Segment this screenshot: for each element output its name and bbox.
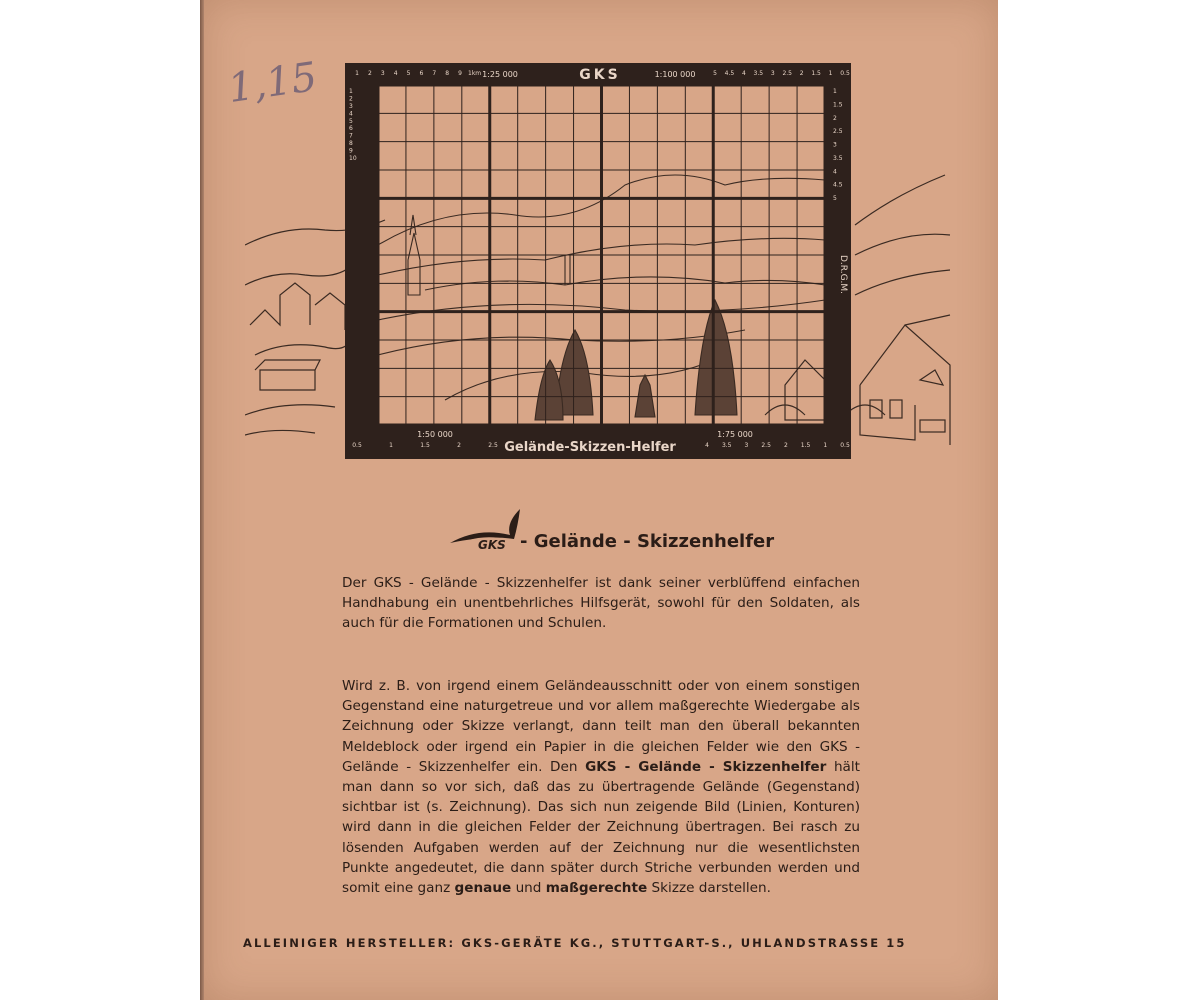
ruler-right-tick: 1.5 (833, 101, 843, 109)
ruler-top-left-tick: 7 (432, 70, 437, 77)
ruler-bottom-left-tick: 2.5 (488, 442, 498, 449)
ruler-bottom-left-tick: 1.5 (420, 442, 430, 449)
ruler-top-right-tick: 3.5 (753, 70, 764, 77)
instructions-text-4: Skizze darstellen. (647, 880, 771, 897)
ruler-top-right-tick: 1.5 (811, 70, 821, 77)
instructions-paragraph (342, 676, 860, 898)
scale-top-right: 1:100 000 (654, 70, 696, 79)
ruler-top-left-tick: 9 (458, 70, 462, 77)
instructions-bold-3: maßgerechte (545, 880, 648, 897)
page-title: - Gelände - Skizzenhelfer (520, 531, 775, 552)
ruler-bottom-right-tick: 1 (823, 442, 828, 449)
scale-top-left: 1:25 000 (482, 70, 518, 79)
ruler-bottom-left-tick: 0.5 (352, 442, 362, 449)
ruler-right-tick: 1 (833, 88, 837, 95)
ruler-right-tick: 3.5 (833, 154, 843, 162)
ruler-right-tick: 4.5 (833, 181, 843, 189)
ruler-top-left-tick: 6 (419, 70, 424, 77)
ruler-top-right-tick: 4.5 (724, 70, 735, 77)
ruler-top-left-tick: 1 (355, 70, 359, 77)
ruler-bottom-right-tick: 4 (705, 442, 709, 449)
ruler-top-right-tick: 1 (828, 70, 833, 77)
skizzenhelfer-illustration (245, 55, 955, 465)
ruler-left-tick: 8 (349, 140, 353, 148)
instructions-text-3: und (511, 880, 546, 897)
ruler-top-left-tick: 2 (367, 70, 372, 77)
grid-side-label: D.R.G.M. (838, 255, 848, 295)
ruler-top-left-tick: 8 (445, 70, 450, 77)
ruler-bottom-right-tick: 1.5 (800, 442, 811, 449)
grid-bottom-label: Gelände-Skizzen-Helfer (504, 440, 676, 455)
grid-frame (345, 63, 851, 459)
ruler-top-right-tick: 2.5 (782, 70, 792, 77)
ruler-top-left-tick: 3 (380, 70, 385, 77)
ruler-right-tick: 4 (833, 168, 837, 176)
logo-text: GKS (478, 538, 506, 552)
ruler-right-tick: 2.5 (833, 128, 843, 136)
ruler-bottom-right-tick: 2.5 (761, 442, 771, 449)
intro-paragraph: Der GKS - Gelände - Skizzenhelfer ist dank seiner verblüffend einfachen Handhabung ein unentbehrliches Hilfsgerät, sowohl für den Soldaten, als auch für die Formationen und Schulen. (342, 575, 860, 632)
ruler-left-tick: 5 (349, 117, 353, 125)
ruler-bottom-right-tick: 3 (744, 442, 749, 449)
scale-bottom-left: 1:50 000 (417, 430, 453, 439)
ruler-left-tick: 7 (349, 132, 353, 140)
km-label: 1km (468, 70, 482, 77)
ruler-left-tick: 10 (349, 155, 357, 162)
ruler-right-tick: 3 (833, 141, 837, 149)
handwritten-price: 1,15 (225, 54, 320, 112)
instructions-text-2: hält man dann so vor sich, daß das zu übertragende Gelände (Gegenstand) sichtbar ist (s. Zeichnung). Das sich nun zeigende Bild (Linien, Konturen) wird dann in die gleichen Felder der Zeichnung übertragen. Bei rasch zu lösenden Aufgaben werden auf der Zeichnung nur die wesentlichsten Punkte angedeutet, die dann später durch Striche verbunden werden und somit eine ganz (342, 758, 860, 897)
instructions-bold-1: GKS - Gelände - Skizzenhelfer (585, 758, 827, 775)
manufacturer-footer: ALLEINIGER HERSTELLER: GKS-GERÄTE KG., STUTTGART-S., UHLANDSTRASSE 15 (243, 936, 907, 950)
ruler-right-tick: 5 (833, 195, 837, 202)
ruler-top-right-tick: 4 (741, 70, 746, 77)
ruler-left-tick: 6 (349, 125, 353, 133)
ruler-left-tick: 4 (349, 110, 353, 118)
ruler-left-tick: 1 (349, 88, 353, 95)
ruler-top-left-tick: 5 (406, 70, 411, 77)
ruler-bottom-right-tick: 0.5 (840, 442, 850, 449)
ruler-top-right-tick: 2 (799, 70, 804, 77)
ruler-bottom-left-tick: 2 (457, 442, 461, 449)
grid-top-label: GKS (579, 67, 621, 83)
ruler-right-tick: 2 (833, 114, 837, 122)
scale-bottom-right: 1:75 000 (717, 430, 753, 439)
ruler-top-right-tick: 3 (770, 70, 775, 77)
ruler-top-right (713, 70, 850, 77)
ruler-bottom-right-tick: 3.5 (721, 442, 732, 449)
grid-lines (378, 85, 825, 425)
ruler-bottom-right-tick: 2 (783, 442, 788, 449)
ruler-top-right-tick: 0.5 (840, 70, 850, 77)
ruler-top-right-tick: 5 (713, 70, 717, 77)
ruler-top-left (355, 70, 462, 77)
ruler-left-tick: 3 (349, 102, 353, 110)
instructions-text-1: Wird z. B. von irgend einem Geländeausschnitt oder von einem sonstigen Gegenstand eine naturgetreue und vor allem maßgerechte Wiedergabe als Zeichnung oder Skizze verlangt, dann teilt man den überall bekannten Meldeblock oder irgend ein Papier in die gleichen Felder wie den GKS - Gelände - Skizzenhelfer ein. Den (342, 678, 860, 775)
ruler-bottom-left-tick: 1 (389, 442, 393, 449)
ruler-top-left-tick: 4 (393, 70, 398, 77)
ruler-left-tick: 2 (349, 95, 353, 103)
instructions-bold-2: genaue (454, 880, 512, 897)
ruler-left-tick: 9 (349, 147, 353, 155)
